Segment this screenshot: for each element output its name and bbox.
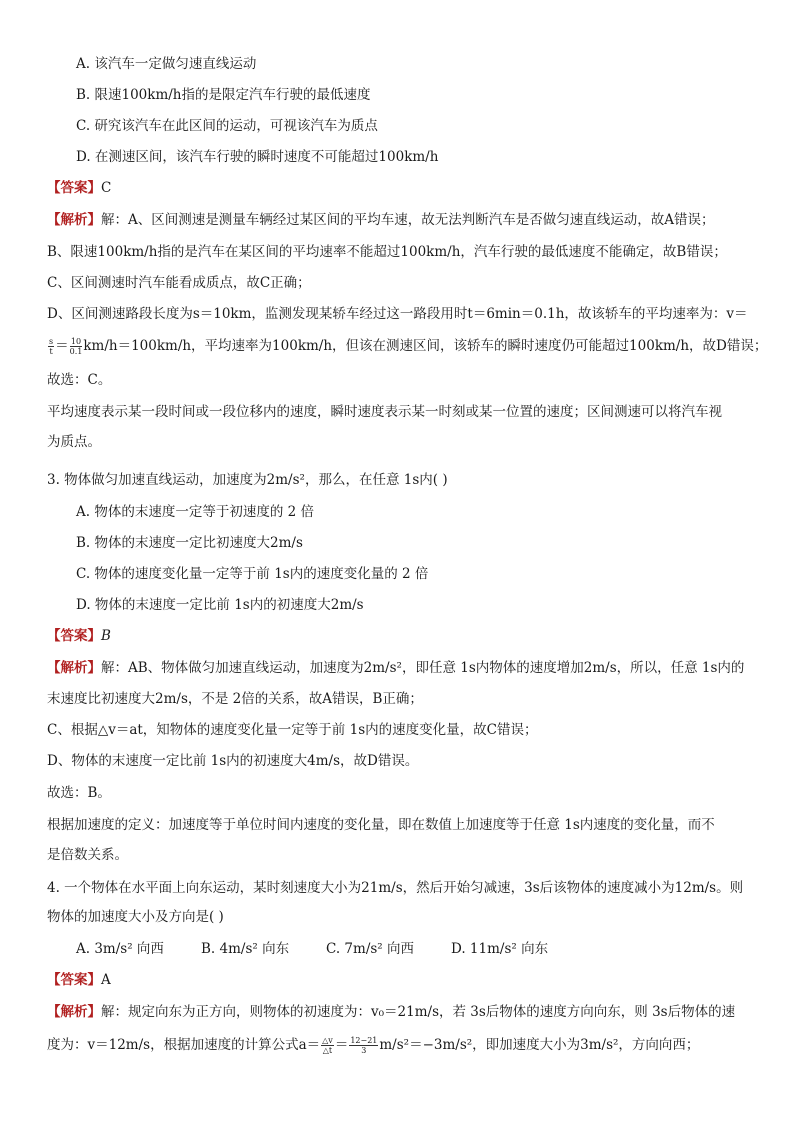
q4-option-d: D. 11m/s² 向东: [451, 941, 549, 957]
q3-option-b: B. 物体的末速度一定比初速度大2m/s: [76, 535, 303, 551]
q4-answer: [47, 970, 111, 990]
q3-stem: 3. 物体做匀加速直线运动，加速度为2m/s²，那么，在任意 1s内( ): [47, 472, 448, 488]
q3-option-a: A. 物体的末速度一定等于初速度的 2 倍: [76, 504, 315, 520]
analysis-tag: 【解析】: [47, 660, 101, 676]
q2-analysis-line-4: D、区间测速路段长度为s＝10km，监测发现某轿车经过这一路段用时t＝6min＝0.1h，故该轿车的平均速率为：v＝: [47, 306, 748, 322]
analysis-tag: 【解析】: [47, 1004, 101, 1020]
q4-stem-line-2: 物体的加速度大小及方向是( ): [47, 909, 224, 925]
answer-value: C: [101, 180, 112, 196]
analysis-text: 解：AB、物体做匀加速直线运动，加速度为2m/s²，即任意 1s内物体的速度增加2m/s，所以，任意 1s内的: [101, 660, 745, 676]
q2-option-a: A. 该汽车一定做匀速直线运动: [76, 56, 257, 72]
q2-summary-line-2: 为质点。: [47, 434, 101, 450]
q4-option-a: A. 3m/s² 向西: [76, 941, 164, 957]
q4-stem-line-1: 4. 一个物体在水平面上向东运动，某时刻速度大小为21m/s，然后开始匀减速，3s后该物体的速度减小为12m/s。则: [47, 880, 744, 896]
answer-value: B: [101, 628, 111, 644]
q4-analysis-line-2: 度为：v＝12m/s，根据加速度的计算公式a＝ $\frac{\triangle v}{\triangle t}$ ＝ $\frac{12-21}{3}$ m/s²＝−3m/s²，即加速度大小为3m/s²，方向向西；: [47, 1036, 700, 1055]
q2-choose: 故选：C。: [47, 372, 112, 388]
q3-summary-line-1: 根据加速度的定义：加速度等于单位时间内速度的变化量，即在数值上加速度等于任意 1s内速度的变化量，而不: [47, 817, 715, 833]
fraction-s-over-t: $\frac{s}{t}$: [49, 337, 54, 356]
q2-analysis-line-1: [47, 210, 715, 230]
q4-option-b: B. 4m/s² 向东: [201, 941, 290, 957]
answer-tag: 【答案】: [47, 180, 101, 196]
q2-analysis-line-2: B、限速100km/h指的是汽车在某区间的平均速率不能超过100km/h，汽车行驶的最低速度不能确定，故B错误；: [47, 244, 727, 260]
analysis-tag: 【解析】: [47, 212, 101, 228]
q3-choose: 故选：B。: [47, 785, 111, 801]
q3-option-c: C. 物体的速度变化量一定等于前 1s内的速度变化量的 2 倍: [76, 566, 429, 582]
q2-analysis-line-3: C、区间测速时汽车能看成质点，故C正确；: [47, 275, 311, 291]
analysis-text: 解：规定向东为正方向，则物体的初速度为：v₀＝21m/s，若 3s后物体的速度方向向东，则 3s后物体的速: [101, 1004, 736, 1020]
q2-option-b: B. 限速100km/h指的是限定汽车行驶的最低速度: [76, 87, 371, 103]
q4-analysis-line-1: [47, 1002, 735, 1022]
q3-summary-line-2: 是倍数关系。: [47, 847, 128, 863]
fraction-10-over-0.1: $\frac{10}{0.1}$: [69, 337, 83, 356]
q3-analysis-line-2: 末速度比初速度大2m/s，不是 2倍的关系，故A错误，B正确；: [47, 691, 423, 707]
q4-option-c: C. 7m/s² 向西: [326, 941, 415, 957]
q2-summary-line-1: 平均速度表示某一段时间或一段位移内的速度，瞬时速度表示某一时刻或某一位置的速度；区间测速可以将汽车视: [47, 404, 722, 420]
fraction-dv-over-dt: $\frac{\triangle v}{\triangle t}$: [322, 1036, 333, 1055]
q2-answer: [47, 178, 111, 198]
q3-option-d: D. 物体的末速度一定比前 1s内的初速度大2m/s: [76, 597, 364, 613]
q3-analysis-line-4: D、物体的末速度一定比前 1s内的初速度大4m/s，故D错误。: [47, 753, 419, 769]
q3-answer: [47, 626, 111, 646]
q2-analysis-line-5: $\frac{s}{t}$ ＝ $\frac{10}{0.1}$ km/h＝100km/h，平均速率为100km/h，但该在测速区间，该轿车的瞬时速度仍可能超过100km/h，故D错误；: [49, 337, 768, 356]
q3-analysis-line-1: [47, 658, 744, 678]
answer-value: A: [101, 972, 111, 988]
analysis-text: 解：A、区间测速是测量车辆经过某区间的平均车速，故无法判断汽车是否做匀速直线运动，故A错误；: [101, 212, 715, 228]
q3-analysis-line-3: C、根据△v＝at，知物体的速度变化量一定等于前 1s内的速度变化量，故C错误；: [47, 722, 538, 738]
q2-option-c: C. 研究该汽车在此区间的运动，可视该汽车为质点: [76, 118, 378, 134]
answer-tag: 【答案】: [47, 972, 101, 988]
answer-tag: 【答案】: [47, 628, 101, 644]
fraction-calc: $\frac{12-21}{3}$: [350, 1036, 378, 1055]
q2-option-d: D. 在测速区间，该汽车行驶的瞬时速度不可能超过100km/h: [76, 149, 439, 165]
